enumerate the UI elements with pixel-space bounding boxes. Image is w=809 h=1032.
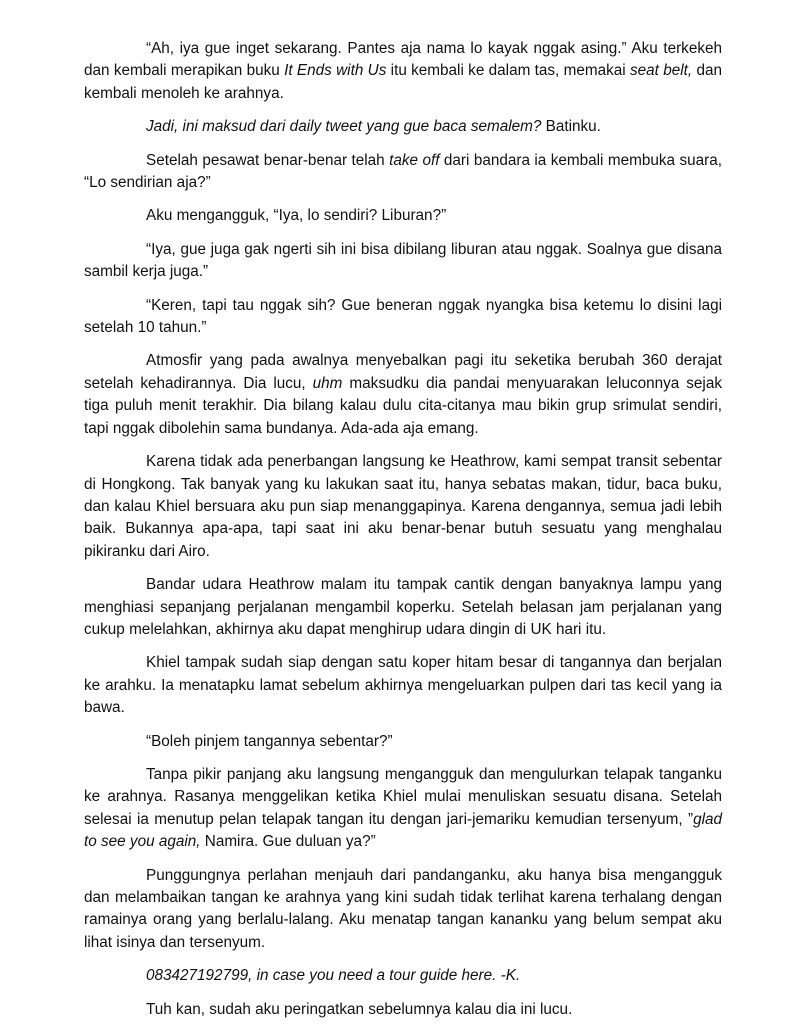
text-run: Aku mengangguk, “Iya, lo sendiri? Liburan?”	[146, 207, 447, 225]
paragraph-p7	[84, 350, 722, 440]
text-run: Tanpa pikir panjang aku langsung mengangguk dan mengulurkan telapak tanganku ke arahnya. Rasanya menggelikan ketika Khiel mulai menuliskan sesuatu disana. Setelah selesai ia menutup pelan telapak tangan itu dengan jari-jemariku kemudian tersenyum, ”	[84, 765, 722, 828]
text-run: Khiel tampak sudah siap dengan satu koper hitam besar di tangannya dan berjalan ke arahku. Ia menatapku lamat sebelum akhirnya mengeluarkan pulpen dari tas kecil yang ia bawa.	[84, 654, 722, 717]
text-run: itu kembali ke dalam tas, memakai	[386, 62, 630, 80]
text-run: “Keren, tapi tau nggak sih? Gue beneran nggak nyangka bisa ketemu lo disini lagi setelah 10 tahun.”	[84, 296, 722, 337]
text-run: “Boleh pinjem tangannya sebentar?”	[146, 732, 393, 750]
italic-text-run: seat belt,	[630, 62, 693, 80]
document-page	[84, 38, 722, 1032]
paragraph-p9	[84, 574, 722, 641]
paragraph-p12	[84, 764, 722, 854]
italic-text-run: 083427192799, in case you need a tour guide here. -K.	[146, 967, 521, 985]
italic-text-run: glad to see you again,	[84, 810, 722, 851]
italic-text-run: Jadi, ini maksud dari daily tweet yang gue baca semalem?	[146, 118, 542, 136]
text-run: Atmosfir yang pada awalnya menyebalkan pagi itu seketika berubah 360 derajat setelah kehadirannya. Dia lucu,	[84, 352, 722, 392]
text-run: Punggungnya perlahan menjauh dari pandanganku, aku hanya bisa mengangguk dan melambaikan tangan ke arahnya yang kini sudah tidak terlihat karena terhalang dengan ramainya orang yang berlalu-lalang. Aku menatap tangan kananku yang belum sempat aku lihat isinya dan tersenyum.	[84, 866, 722, 951]
paragraph-p15	[84, 999, 722, 1021]
text-run: dari bandara ia kembali membuka suara, “Lo sendirian aja?”	[84, 151, 722, 192]
text-run: Karena tidak ada penerbangan langsung ke Heathrow, kami sempat transit sebentar di Hongkong. Tak banyak yang ku lakukan saat itu, hanya sebatas makan, tidur, baca buku, dan kalau Khiel bersuara aku pun siap menanggapinya. Karena dengannya, semua jadi lebih baik. Bukannya apa-apa, tapi saat ini aku benar-benar butuh sesuatu yang menghalau pikiranku dari Airo.	[84, 453, 722, 560]
text-run: “Iya, gue juga gak ngerti sih ini bisa dibilang liburan atau nggak. Soalnya gue disana sambil kerja juga.”	[84, 240, 722, 281]
paragraph-p4	[84, 205, 722, 227]
italic-text-run: take off	[389, 151, 440, 169]
italic-text-run: It Ends with Us	[284, 62, 387, 80]
paragraph-p5	[84, 239, 722, 284]
italic-text-run: uhm	[312, 374, 343, 392]
paragraph-p13	[84, 865, 722, 955]
text-run: Namira. Gue duluan ya?”	[200, 833, 376, 851]
paragraph-p8	[84, 451, 722, 563]
text-run: “Ah, iya gue inget sekarang. Pantes aja nama lo kayak nggak asing.” Aku terkekeh dan kembali merapikan buku	[84, 40, 722, 80]
paragraph-p10	[84, 652, 722, 719]
text-run: maksudku dia pandai menyuarakan leluconnya sejak tiga puluh menit terakhir. Dia bilang kalau dulu cita-citanya mau bikin grup srimulat sendiri, tapi nggak dibolehin sama bundanya. Ada-ada aja emang.	[84, 374, 722, 437]
paragraph-p6	[84, 295, 722, 340]
paragraph-p11	[84, 731, 722, 753]
paragraph-p14	[84, 965, 722, 987]
text-run: dan kembali menoleh ke arahnya.	[84, 62, 722, 102]
text-run: Tuh kan, sudah aku peringatkan sebelumnya kalau dia ini lucu.	[146, 1000, 573, 1018]
text-run: Bandar udara Heathrow malam itu tampak cantik dengan banyaknya lampu yang menghiasi sepanjang perjalanan mengambil koperku. Setelah belasan jam perjalanan yang cukup melelahkan, akhirnya aku dapat menghirup udara dingin di UK hari itu.	[84, 576, 722, 638]
text-run: Setelah pesawat benar-benar telah	[146, 151, 390, 169]
paragraph-p3	[84, 150, 722, 195]
paragraph-p1	[84, 38, 722, 105]
text-run: Batinku.	[541, 118, 601, 136]
paragraph-p2	[84, 116, 722, 138]
